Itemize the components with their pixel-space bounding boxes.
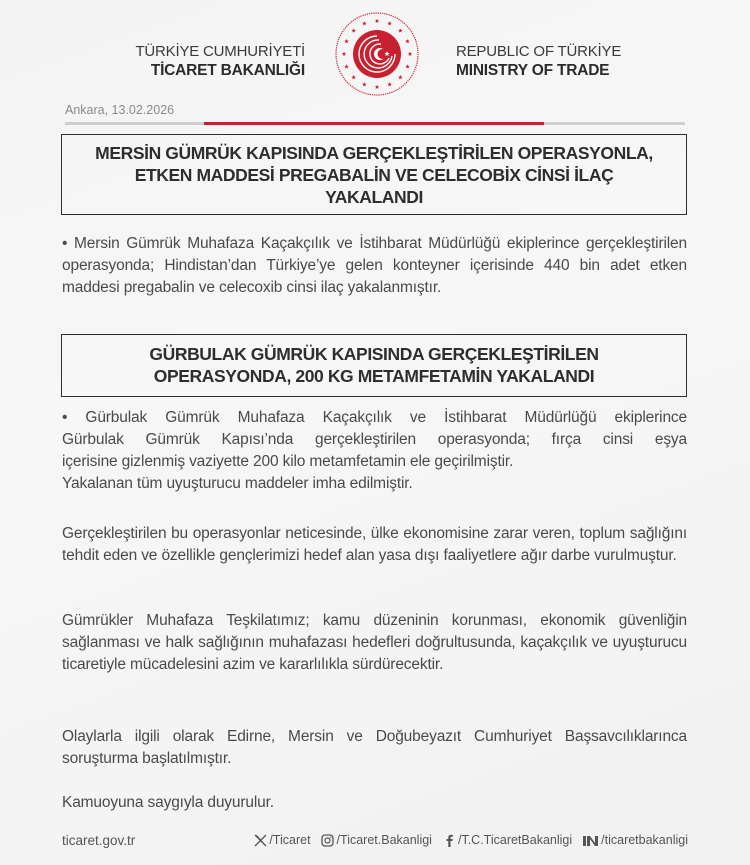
x-icon — [253, 833, 267, 847]
section-2-line: Yakalanan tüm uyuşturucu maddeler imha edilmiştir. — [62, 475, 413, 492]
section-2-line: içerisine gizlenmiş vaziyette 200 kilo metamfetamin ele geçirilmiştir. — [62, 453, 514, 470]
paragraph-1: Gerçekleştirilen bu operasyonlar neticesinde, ülke ekonomisine zarar veren, toplum sağlığını tehdit eden ve özellikle gençlerimizi hedef alan yasa dışı faaliyetlere ağır darbe vurulmuştur. — [62, 525, 687, 564]
social-links — [253, 833, 688, 847]
headline-1-line: ETKEN MADDESİ PREGABALİN VE CELECOBİX CİNSİ İLAÇ — [134, 165, 614, 185]
logo-star — [351, 75, 356, 79]
logo-star — [342, 52, 347, 56]
section-2-line: • Gürbulak Gümrük Muhafaza Kaçakçılık ve İstihbarat Müdürlüğü ekiplerince — [62, 409, 687, 426]
logo-star — [375, 85, 380, 89]
social-nsosyal[interactable] — [582, 833, 688, 847]
header-left-line2: TİCARET BAKANLIĞI — [150, 62, 305, 79]
logo-star — [375, 19, 380, 23]
header-right — [456, 42, 621, 80]
social-instagram[interactable] — [321, 833, 432, 847]
nsosyal-icon — [582, 833, 599, 847]
social-instagram-handle: /Ticaret.Bakanligi — [336, 833, 432, 847]
logo-star — [387, 21, 392, 25]
paragraph-2: Gümrükler Muhafaza Teşkilatımız; kamu düzeninin korunması, ekonomik güvenliğin sağlanması ve halk sağlığının muhafazası hedefleri doğrultusunda, kaçakçılık ve uyuşturucu ticaretiyle mücadelesini azim ve kararlılıkla sürdürecektir. — [62, 612, 687, 673]
divider-red — [204, 122, 544, 125]
paragraph-3: Olaylarla ilgili olarak Edirne, Mersin ve Doğubeyazıt Cumhuriyet Başsavcılıklarınca soruşturma başlatılmıştır. — [62, 728, 687, 767]
headline-2-line: GÜRBULAK GÜMRÜK KAPISINDA GERÇEKLEŞTİRİLEN — [149, 344, 599, 364]
website-link[interactable]: ticaret.gov.tr — [62, 833, 136, 848]
headline-2-line: OPERASYONDA, 200 KG METAMFETAMİN YAKALANDI — [153, 366, 595, 386]
ministry-logo — [334, 11, 420, 97]
logo-star — [362, 21, 367, 25]
header-right-line1: REPUBLIC OF TÜRKİYE — [456, 43, 622, 60]
logo-star — [405, 64, 410, 68]
social-facebook-handle: /T.C.TicaretBakanligi — [457, 833, 573, 847]
logo-star — [398, 75, 403, 79]
paragraph-4: Kamuoyuna saygıyla duyurulur. — [62, 794, 274, 811]
logo-star — [398, 28, 403, 32]
logo-star — [408, 52, 413, 56]
headline-1-line: YAKALANDI — [325, 187, 423, 207]
facebook-icon — [442, 833, 456, 847]
section-2-line: Gürbulak Gümrük Kapısı’nda gerçekleştirilen operasyonda; fırça cinsi eşya — [62, 431, 687, 448]
header-left-line1: TÜRKİYE CUMHURİYETİ — [135, 43, 305, 60]
instagram-icon — [321, 833, 335, 847]
headline-1-line: MERSİN GÜMRÜK KAPISINDA GERÇEKLEŞTİRİLEN OPERASYONLA, — [95, 143, 653, 163]
headline-box-1 — [61, 134, 687, 215]
logo-star — [405, 39, 410, 43]
logo-star — [351, 28, 356, 32]
social-facebook[interactable] — [442, 833, 572, 847]
logo-star — [387, 82, 392, 86]
logo-star — [344, 64, 349, 68]
social-x[interactable] — [253, 833, 310, 847]
logo-star — [362, 82, 367, 86]
headline-box-2 — [61, 334, 687, 397]
date: Ankara, 13.02.2026 — [65, 103, 175, 117]
section-2-body — [62, 407, 687, 495]
social-x-handle: /Ticaret — [269, 833, 311, 847]
section-1-body: • Mersin Gümrük Muhafaza Kaçakçılık ve İstihbarat Müdürlüğü ekiplerince gerçekleştirilen operasyonda; Hindistan’dan Türkiye’ye gelen konteyner içerisinde 440 bin adet etken maddesi pregabalin ve celecoxib cinsi ilaç yakalanmıştır. — [62, 235, 687, 296]
social-nsosyal-handle: /ticaretbakanligi — [601, 833, 688, 847]
header-left — [135, 42, 305, 80]
header-right-line2: MINISTRY OF TRADE — [456, 62, 610, 79]
logo-star — [344, 39, 349, 43]
